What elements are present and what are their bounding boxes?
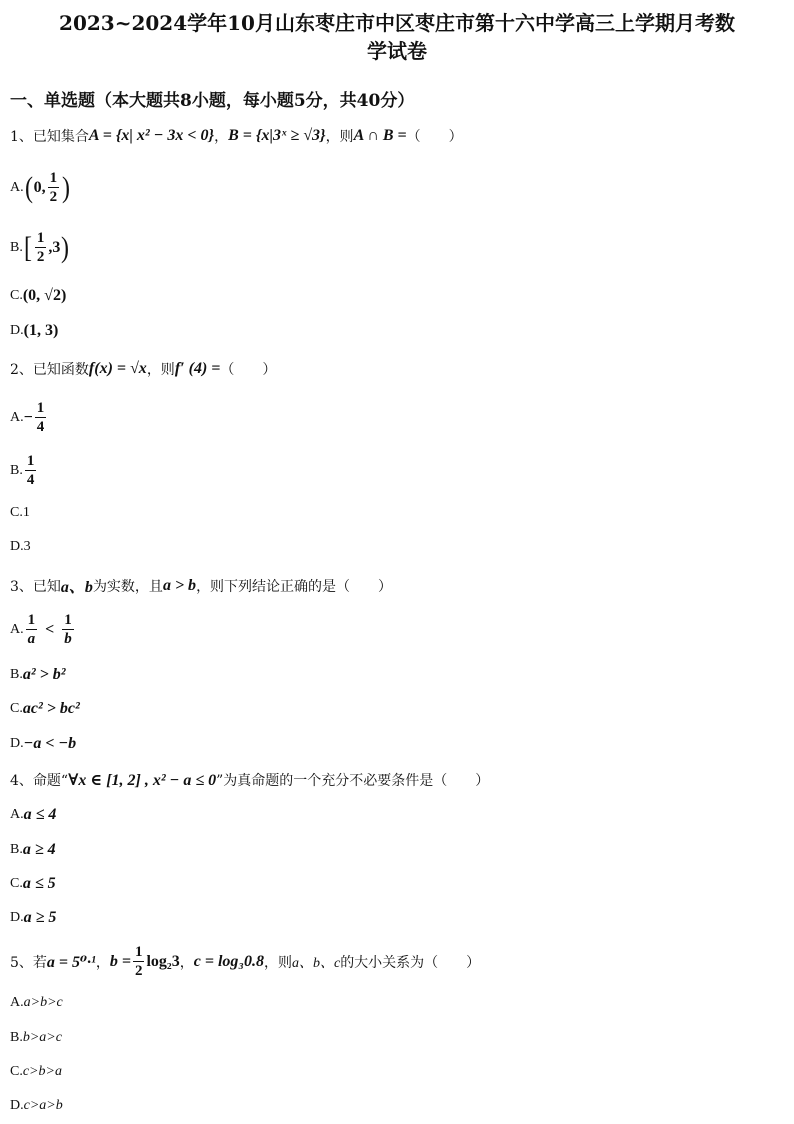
question-number: 2、 bbox=[10, 362, 33, 378]
question-number: 5、 bbox=[10, 954, 33, 971]
math-expression: f(x) = √x bbox=[88, 360, 147, 377]
bracket-open: [ bbox=[23, 230, 32, 264]
denominator: 4 bbox=[36, 419, 45, 435]
option-label: D. bbox=[10, 323, 24, 338]
less-than-sign: < bbox=[45, 620, 55, 638]
question-text: ，则下列结论正确的是（ ） bbox=[196, 578, 393, 595]
option-label: C. bbox=[10, 288, 23, 303]
math-expression: ∀x ∈ [1, 2] , x² − a ≤ 0 bbox=[68, 772, 217, 789]
option-label: A. bbox=[10, 409, 24, 425]
option-value: (1, 3) bbox=[23, 322, 59, 339]
question-text: 已知 bbox=[32, 578, 61, 595]
question-1 bbox=[10, 126, 463, 146]
separator: ， bbox=[95, 954, 110, 971]
question-number: 3、 bbox=[10, 578, 33, 595]
option-1a bbox=[10, 170, 71, 205]
fraction bbox=[35, 230, 47, 265]
math-expression: a、b bbox=[60, 579, 93, 596]
option-value: a ≥ 5 bbox=[23, 909, 57, 926]
exam-title-line-2: 学试卷 bbox=[367, 39, 427, 63]
minus-sign: − bbox=[23, 408, 33, 426]
option-value: c>b>a bbox=[22, 1064, 62, 1079]
question-text: ”为真命题的一个充分不必要条件是（ ） bbox=[216, 773, 490, 789]
option-3b bbox=[10, 666, 66, 684]
math-expression: a > b bbox=[162, 576, 197, 594]
option-1d bbox=[10, 322, 58, 340]
option-label: A. bbox=[10, 179, 24, 195]
option-value: a ≤ 5 bbox=[22, 875, 56, 892]
math-expression: log₂3 bbox=[146, 952, 180, 970]
question-text: ，则 bbox=[325, 129, 354, 145]
option-4d bbox=[10, 909, 56, 927]
option-value: ac² > bc² bbox=[22, 700, 80, 717]
math-expression: a、b、c bbox=[291, 955, 341, 971]
option-label: D. bbox=[10, 539, 24, 554]
question-text: ，则 bbox=[263, 954, 292, 971]
option-value: a>b>c bbox=[23, 995, 63, 1010]
option-label: D. bbox=[10, 736, 24, 751]
option-value: 3 bbox=[23, 539, 31, 554]
option-5c bbox=[10, 1064, 62, 1080]
math-expression: A = {x| x² − 3x < 0} bbox=[88, 127, 215, 144]
fraction bbox=[25, 453, 37, 488]
option-value: c>a>b bbox=[23, 1098, 63, 1113]
option-value: a² > b² bbox=[22, 666, 66, 683]
question-5 bbox=[10, 944, 480, 979]
math-expression: c = log₃0.8 bbox=[193, 952, 264, 970]
exam-title-line-1: 2023~2024学年10月山东枣庄市中区枣庄市第十六中学高三上学期月考数 bbox=[59, 11, 735, 35]
option-value: (0, √2) bbox=[22, 287, 67, 304]
option-label: C. bbox=[10, 701, 23, 716]
option-2b bbox=[10, 453, 38, 488]
math-expression: f′ (4) = bbox=[174, 360, 221, 377]
option-label: B. bbox=[10, 667, 23, 682]
option-2d bbox=[10, 539, 31, 555]
answer-blank: （ ） bbox=[406, 129, 463, 145]
numerator: 1 bbox=[36, 400, 45, 416]
math-expression: B = {x|3ˣ ≥ √3} bbox=[228, 127, 326, 144]
option-3a bbox=[10, 612, 76, 647]
question-text: 已知函数 bbox=[32, 362, 89, 378]
question-text: 若 bbox=[32, 954, 47, 971]
option-5a bbox=[10, 995, 63, 1011]
denominator: b bbox=[64, 631, 72, 647]
numerator: 1 bbox=[134, 944, 143, 960]
fraction bbox=[26, 612, 38, 647]
option-3d bbox=[10, 735, 76, 753]
option-label: B. bbox=[10, 239, 23, 255]
denominator: 2 bbox=[49, 189, 58, 205]
option-4b bbox=[10, 841, 56, 859]
option-label: C. bbox=[10, 876, 23, 891]
numerator: 1 bbox=[36, 230, 45, 246]
question-number: 4、 bbox=[10, 773, 33, 789]
paren-close: ) bbox=[62, 170, 71, 204]
option-value: ,3 bbox=[48, 238, 61, 256]
option-value: b>a>c bbox=[22, 1030, 62, 1045]
math-expression: A ∩ B = bbox=[353, 127, 407, 144]
separator: ， bbox=[214, 129, 229, 145]
option-label: A. bbox=[10, 621, 24, 637]
option-label: D. bbox=[10, 910, 24, 925]
question-3 bbox=[10, 574, 392, 597]
option-1c bbox=[10, 287, 66, 305]
option-label: B. bbox=[10, 1030, 23, 1045]
option-2c bbox=[10, 505, 30, 521]
question-text: ，则 bbox=[146, 362, 175, 378]
paren-open: ( bbox=[24, 170, 33, 204]
question-number: 1、 bbox=[10, 129, 33, 145]
option-value: 0, bbox=[33, 178, 46, 196]
question-text: 的大小关系为（ ） bbox=[340, 954, 481, 971]
denominator: 2 bbox=[36, 249, 45, 265]
option-value: −a < −b bbox=[23, 735, 77, 752]
denominator: 2 bbox=[134, 963, 143, 979]
option-label: C. bbox=[10, 505, 23, 520]
fraction bbox=[62, 612, 74, 647]
denominator: a bbox=[27, 631, 36, 647]
math-expression: b = bbox=[109, 952, 131, 970]
numerator: 1 bbox=[27, 612, 36, 628]
paren-close: ) bbox=[61, 230, 70, 264]
denominator: 4 bbox=[26, 472, 35, 488]
option-4a bbox=[10, 806, 56, 824]
option-label: A. bbox=[10, 807, 24, 822]
option-1b bbox=[10, 230, 70, 265]
option-label: B. bbox=[10, 842, 23, 857]
option-label: D. bbox=[10, 1098, 24, 1113]
option-value: 1 bbox=[22, 505, 30, 520]
option-5b bbox=[10, 1030, 62, 1046]
numerator: 1 bbox=[26, 453, 35, 469]
question-text: 已知集合 bbox=[32, 129, 89, 145]
option-value: a ≤ 4 bbox=[23, 806, 57, 823]
option-label: A. bbox=[10, 995, 24, 1010]
question-text: 命题“ bbox=[32, 773, 69, 789]
answer-blank: （ ） bbox=[220, 362, 277, 378]
option-2a bbox=[10, 400, 48, 435]
separator: ， bbox=[179, 954, 194, 971]
option-5d bbox=[10, 1098, 63, 1114]
math-expression: a = 5⁰·¹ bbox=[46, 953, 96, 971]
option-4c bbox=[10, 875, 56, 893]
option-label: C. bbox=[10, 1064, 23, 1079]
fraction bbox=[48, 170, 60, 205]
fraction bbox=[133, 944, 145, 979]
question-4 bbox=[10, 770, 489, 790]
question-2 bbox=[10, 359, 276, 379]
option-value: a ≥ 4 bbox=[22, 841, 56, 858]
numerator: 1 bbox=[64, 612, 72, 628]
fraction bbox=[35, 400, 47, 435]
numerator: 1 bbox=[49, 170, 58, 186]
section-heading: 一、单选题（本大题共8小题，每小题5分，共40分） bbox=[10, 91, 415, 111]
option-3c bbox=[10, 700, 80, 718]
option-label: B. bbox=[10, 462, 23, 478]
question-text: 为实数，且 bbox=[92, 578, 163, 595]
